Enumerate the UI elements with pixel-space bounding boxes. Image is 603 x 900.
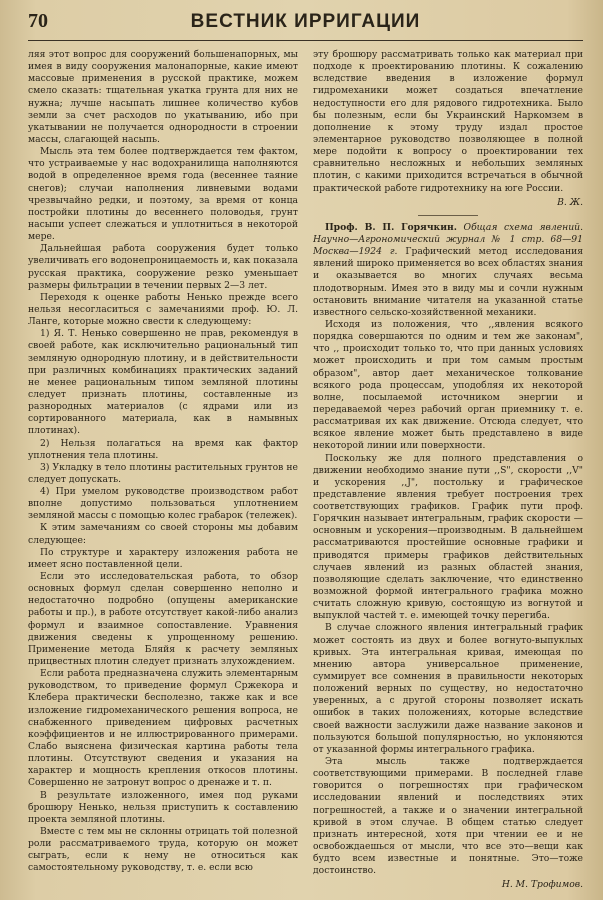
- paragraph: Переходя к оценке работы Ненько прежде всего нельзя несогласиться с замечаниями проф. Ю. Л. Ланге, которые можно свести к следующему:: [28, 291, 298, 328]
- author-signature: Н. М. Трофимов.: [501, 879, 583, 891]
- list-item: 4) При умелом руководстве производством работ вполне допустимо пользоваться уплотнением земляной массы с помощью колес грабарок (тележек).: [28, 486, 298, 522]
- paragraph: Поскольку же для полного представления о движении необходимо знание пути ,,S", скорости ,,V" и ускорения ,,J", постольку и графическое представление явления требует построения трех соответствующих графиков. График пути проф. Горячкин называет интегральным, график скорости —основным и ускорения—производным. В дальнейшем рассматриваются простейшие основные графики и приводятся примеры графиков действительных случаев явлений из разных областей знания, позволяющие сделать заключение, что единственно возможной формой интегрального графика можно считать сложную кривую, состоящую из вогнутой и выпуклой частей т. е. имеющей точку перегиба.: [313, 452, 583, 622]
- section-divider: [418, 215, 478, 216]
- list-item: 3) Укладку в тело плотины растительных грунтов не следует допускать.: [28, 461, 298, 485]
- paragraph: ляя этот вопрос для сооружений большенапорных, мы имея в виду сооружения малонапорные, какие имеют массовые применения в русской практике, можем смело сказать: тщательная укатка грунта для них не нужна; лучше насыпать лишнее количество кубов земли за счет расходов по укатыванию, ибо при укатывании не получается однородности в строении массы, слагающей насыпь.: [28, 49, 298, 145]
- page-number: 70: [28, 10, 48, 32]
- paragraph: В результате изложенного, имея под руками брошюру Ненько, нельзя приступить к составлению проекта земляной плотины.: [28, 789, 298, 825]
- paragraph: Если это исследовательская работа, то обзор основных формул сделан совершенно неполно и недостаточно подробно (опущены американские работы и пр.), в работе отсутствует какой-либо анализ формул и взаимное сопоставление. Уравнения движения сведены к упрощенному решению. Применение метода Бляйя к расчету земляных прицвестных плотин следует признать злухождением.: [28, 571, 298, 668]
- list-item: 2) Нельзя полагаться на время как фактор уплотнения тела плотины.: [28, 437, 298, 461]
- paragraph: эту брошюру рассматривать только как материал при подходе к проектированию плотины. К сожалению вследствие введения в изложение формул гидромеханики может создаться впечатление недоступности его для рядового гидротехника. Было бы полезным, если бы Украинский Наркомзем в дополнение к этому труду издал простое элементарное руководство позволяющее в полной мере подойти к вопросу о проектировании тех сравнительно несложных и небольших земляных плотин, с какими приходится встречаться в обычной практической работе гидротехнику на юге России.: [313, 49, 583, 194]
- right-column: [313, 49, 583, 895]
- journal-title: ВЕСТНИК ИРРИГАЦИИ: [190, 11, 421, 32]
- paragraph: По структуре и характеру изложения работа не имеет ясно поставленной цели.: [28, 546, 298, 570]
- running-header: [28, 10, 583, 41]
- review-heading: [313, 222, 583, 319]
- left-column: [28, 49, 298, 895]
- paragraph: Дальнейшая работа сооружения будет только увеличивать его водонепроницаемость и, как показала русская практика, сооружение резко уменьшает размеры фильтрации в течении первых 2—3 лет.: [28, 243, 298, 291]
- paragraph: Исходя из положения, что ,,явления всякого порядка совершаются по одним и тем же законам", что ,, происходит только то, что при данных условиях может происходить и при том самым простым образом", автор дает механическое толкование всякого рода процессам, уподобляя их некоторой волне, посылаемой источником энергии и передаваемой через рабочий орган приемнику т. е. рассматривая их как движение. Отсюда следует, что всякое явление может быть представлено в виде некоторой линии или поверхности.: [313, 318, 583, 452]
- text-columns: [28, 49, 583, 895]
- paragraph: К этим замечаниям со своей стороны мы добавим следующее:: [28, 522, 298, 546]
- paragraph: Мысль эта тем более подтверждается тем фактом, что устраиваемые у нас водохранилища наполняются водой в определенное время года (весеннее таяние снегов); случаи наполнения ливневыми водами чрезвычайно редки, и поэтому, за время от конца постройки плотины до весеннего половодья, грунт насыпи успеет слежаться и уплотниться в некоторой мере.: [28, 146, 298, 243]
- author-signature: В. Ж.: [557, 196, 583, 208]
- paragraph: Эта мысль также подтверждается соответствующими примерами. В последней главе говорится о погрешностях при графическом исследовании явлений и последствиях этих погрешностей, а также и о значении интегральной кривой в этом случае. В общем статью следует признать интересной, хотя при чтении ее и не освобождаешься от мысли, что все это—вещи как будто всем известные и понятные. Это—тоже достоинство.: [313, 756, 583, 877]
- review-author: Проф. В. П. Горячкин.: [325, 221, 457, 233]
- paragraph: В случае сложного явления интегральный график может состоять из двух и более вогнуто-выпуклых кривых. Эта интегральная кривая, имеющая по мнению автора универсальное применение, суммирует все сомнения в правильности некоторых положений верных по существу, но недостаточно уверенных, а с другой стороны позволяет искать ошибок в таких положениях, которые вследствие своей важности заслужили даже название законов и пользуются большой популярностью, но уклоняются от указанной формы интегрального графика.: [313, 622, 583, 755]
- list-item: 1) Я. Т. Ненько совершенно не прав, рекомендуя в своей работе, как исключительно рациональный тип земляную однородную плотину, и в действительности при различных комбинациях практических заданий не менее рациональным типом земляной плотины следует признать плотины, составленные из разнородных материалов (с ядрами или из сортированного материала, как в намывных плотинах).: [28, 328, 298, 437]
- paragraph: Если работа предназначена служить элементарным руководством, то приведение формул Сржекора и Клебера практически бесполезно, также как и все изложение гидромеханического решения вопроса, не снабженного приведением цифровых расчетных коэффициентов и не иллюстрированного примерами. Слабо выяснена физическая картина работы тела плотины. Отсутствуют сведения и указания на характер и мощность крепления откосов плотины. Совершенно не затронут вопрос о дренаже и т. п.: [28, 668, 298, 789]
- paragraph: Вместе с тем мы не склонны отрицать той полезной роли рассматриваемого труда, которую он может сыграть, если к нему не относиться как самостоятельному руководству, т. е. если всю: [28, 826, 298, 874]
- review-source: Общая схема явлений. Научно—Агрономический журнал № 1 стр. 68—91 Москва—1924 г.: [313, 221, 583, 258]
- review-intro: Графический метод исследования явлений широко применяется во всех областях знания и оказывается во многих случаях весьма плодотворным. Имея это в виду мы и сочли нужным остановить внимание читателя на указанной статье известного сельско-хозяйственной механики.: [313, 246, 583, 318]
